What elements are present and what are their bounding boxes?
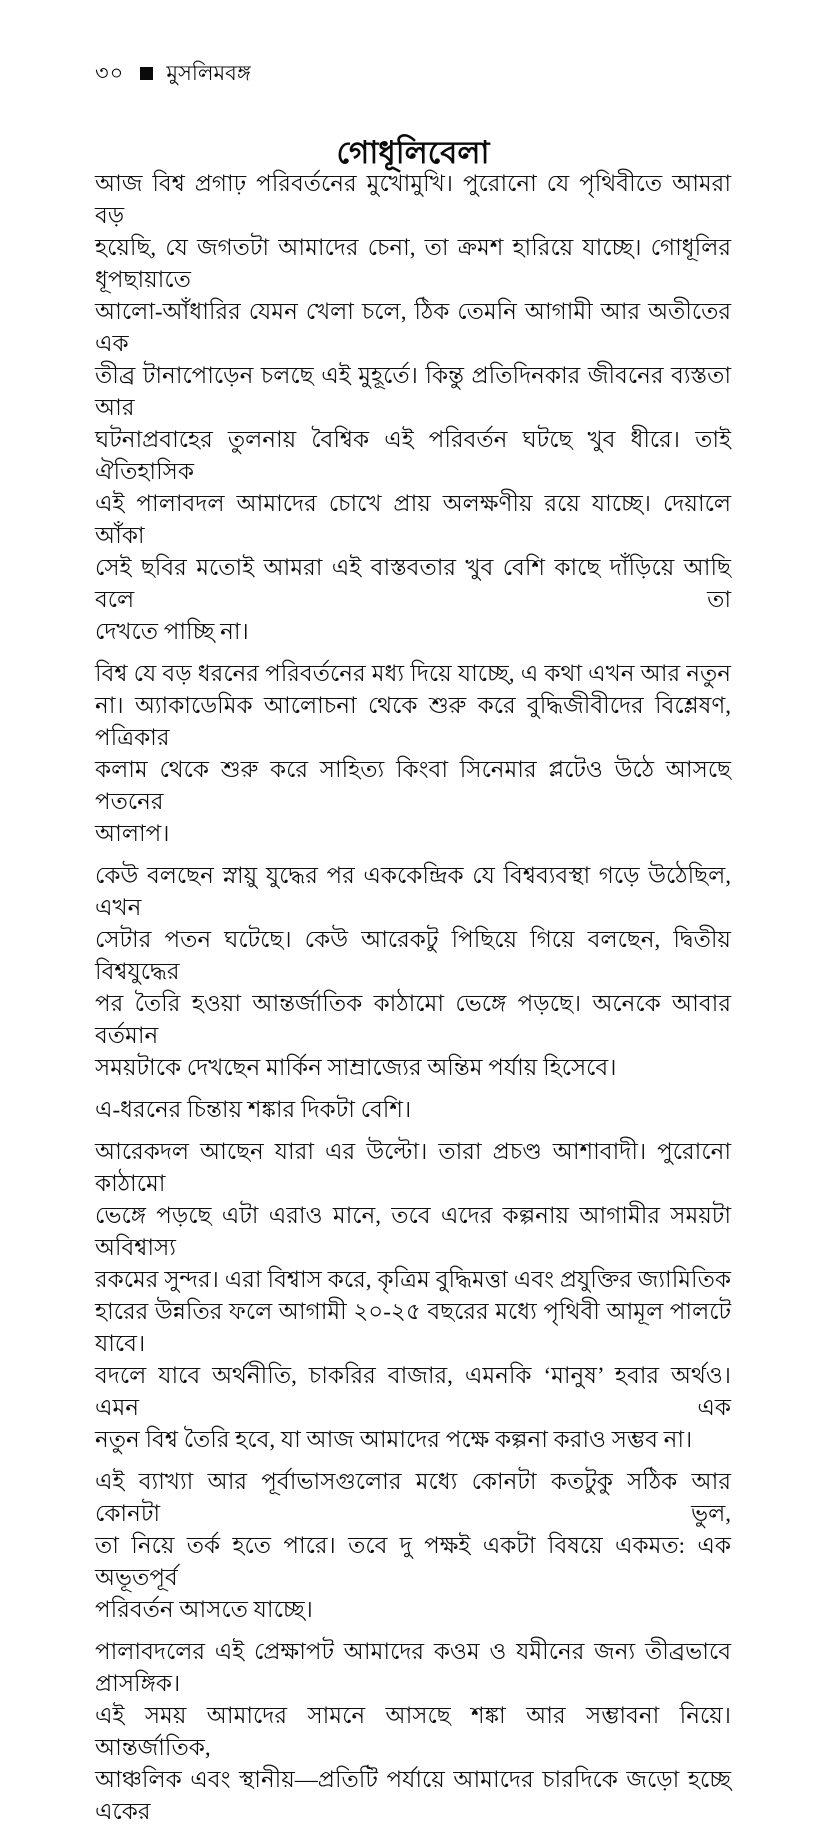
text-line: এই পালাবদল আমাদের চোখে প্রায় অলক্ষণীয় রয়ে যাচ্ছে। দেয়ালে আঁকা [95, 491, 731, 548]
text-line: আলাপ। [95, 821, 170, 846]
page-number: ৩০ [95, 61, 125, 85]
text-line: নতুন বিশ্ব তৈরি হবে, যা আজ আমাদের পক্ষে কল্পনা করাও সম্ভব না। [95, 1427, 693, 1452]
paragraph [95, 1636, 731, 1828]
text-line: এই সময় আমাদের সামনে আসছে শঙ্কা আর সম্ভাবনা নিয়ে। আন্তর্জাতিক, [95, 1703, 731, 1760]
text-line: ঘটনাপ্রবাহের তুলনায় বৈশ্বিক এই পরিবর্তন ঘটছে খুব ধীরে। তাই ঐতিহাসিক [95, 427, 731, 484]
text-line: পরিবর্তন আসতে যাচ্ছে। [95, 1597, 313, 1622]
paragraph [95, 1136, 731, 1456]
text-line: এ-ধরনের চিন্তায় শঙ্কার দিকটা বেশি। [95, 1097, 412, 1122]
running-header [95, 58, 251, 88]
text-line: সেটার পতন ঘটেছে। কেউ আরেকটু পিছিয়ে গিয়ে বলছেন, দ্বিতীয় বিশ্বযুদ্ধের [95, 927, 731, 984]
text-line: দেখতে পাচ্ছি না। [95, 619, 249, 644]
paragraph [95, 658, 731, 850]
text-line: না। অ্যাকাডেমিক আলোচনা থেকে শুরু করে বুদ্ধিজীবীদের বিশ্লেষণ, পত্রিকার [95, 693, 731, 750]
text-line: তীব্র টানাপোড়েন চলছে এই মুহূর্তে। কিন্তু প্রতিদিনকার জীবনের ব্যস্ততা আর [95, 363, 731, 420]
text-line: বিশ্ব যে বড় ধরনের পরিবর্তনের মধ্য দিয়ে যাচ্ছে, এ কথা এখন আর নতুন [95, 661, 731, 686]
text-line: এই ব্যাখ্যা আর পূর্বাভাসগুলোর মধ্যে কোনটা কতটুকু সঠিক আর কোনটা ভুল, [95, 1469, 731, 1526]
paragraph [95, 860, 731, 1084]
paragraph [95, 1466, 731, 1626]
text-line: পালাবদলের এই প্রেক্ষাপট আমাদের কওম ও যমীনের জন্য তীব্রভাবে প্রাসঙ্গিক। [95, 1639, 731, 1696]
square-bullet-icon [140, 67, 153, 80]
text-line: সময়টাকে দেখছেন মার্কিন সাম্রাজ্যের অন্তিম পর্যায় হিসেবে। [95, 1055, 617, 1080]
book-title: মুসলিমবঙ্গ [166, 61, 251, 85]
text-line: রকমের সুন্দর। এরা বিশ্বাস করে, কৃত্রিম বুদ্ধিমত্তা এবং প্রযুক্তির জ্যামিতিক [95, 1267, 731, 1292]
text-line: আরেকদল আছেন যারা এর উল্টো। তারা প্রচণ্ড আশাবাদী। পুরোনো কাঠামো [95, 1139, 731, 1196]
paragraph [95, 1094, 731, 1126]
text-line: আজ বিশ্ব প্রগাঢ় পরিবর্তনের মুখোমুখি। পুরোনো যে পৃথিবীতে আমরা বড় [95, 171, 731, 228]
text-line: হারের উন্নতির ফলে আগামী ২০-২৫ বছরের মধ্যে পৃথিবী আমূল পালটে যাবে। [95, 1299, 731, 1356]
text-line: পর তৈরি হওয়া আন্তর্জাতিক কাঠামো ভেঙ্গে পড়ছে। অনেকে আবার বর্তমান [95, 991, 731, 1048]
paragraph [95, 168, 731, 648]
text-line: আলো-আঁধারির যেমন খেলা চলে, ঠিক তেমনি আগামী আর অতীতের এক [95, 299, 731, 356]
text-line: তা নিয়ে তর্ক হতে পারে। তবে দু পক্ষই একটা বিষয়ে একমত: এক অভূতপূর্ব [95, 1533, 731, 1590]
text-line: বদলে যাবে অর্থনীতি, চাকরির বাজার, এমনকি ‘মানুষ’ হবার অর্থও। এমন এক [95, 1363, 731, 1420]
text-line: ভেঙ্গে পড়ছে এটা এরাও মানে, তবে এদের কল্পনায় আগামীর সময়টা অবিশ্বাস্য [95, 1203, 731, 1260]
text-line: সেই ছবির মতোই আমরা এই বাস্তবতার খুব বেশি কাছে দাঁড়িয়ে আছি বলে তা [95, 555, 731, 612]
chapter-title: গোধূলিবেলা [336, 134, 490, 170]
body-text [95, 168, 731, 1838]
text-line: কেউ বলছেন স্নায়ু যুদ্ধের পর এককেন্দ্রিক যে বিশ্বব্যবস্থা গড়ে উঠেছিল, এখন [95, 863, 731, 920]
text-line: হয়েছি, যে জগতটা আমাদের চেনা, তা ক্রমশ হারিয়ে যাচ্ছে। গোধূলির ধূপছায়াতে [95, 235, 731, 292]
text-line: আঞ্চলিক এবং স্থানীয়—প্রতিটি পর্যায়ে আমাদের চারদিকে জড়ো হচ্ছে একের [95, 1767, 731, 1824]
text-line: কলাম থেকে শুরু করে সাহিত্য কিংবা সিনেমার প্লটেও উঠে আসছে পতনের [95, 757, 731, 814]
